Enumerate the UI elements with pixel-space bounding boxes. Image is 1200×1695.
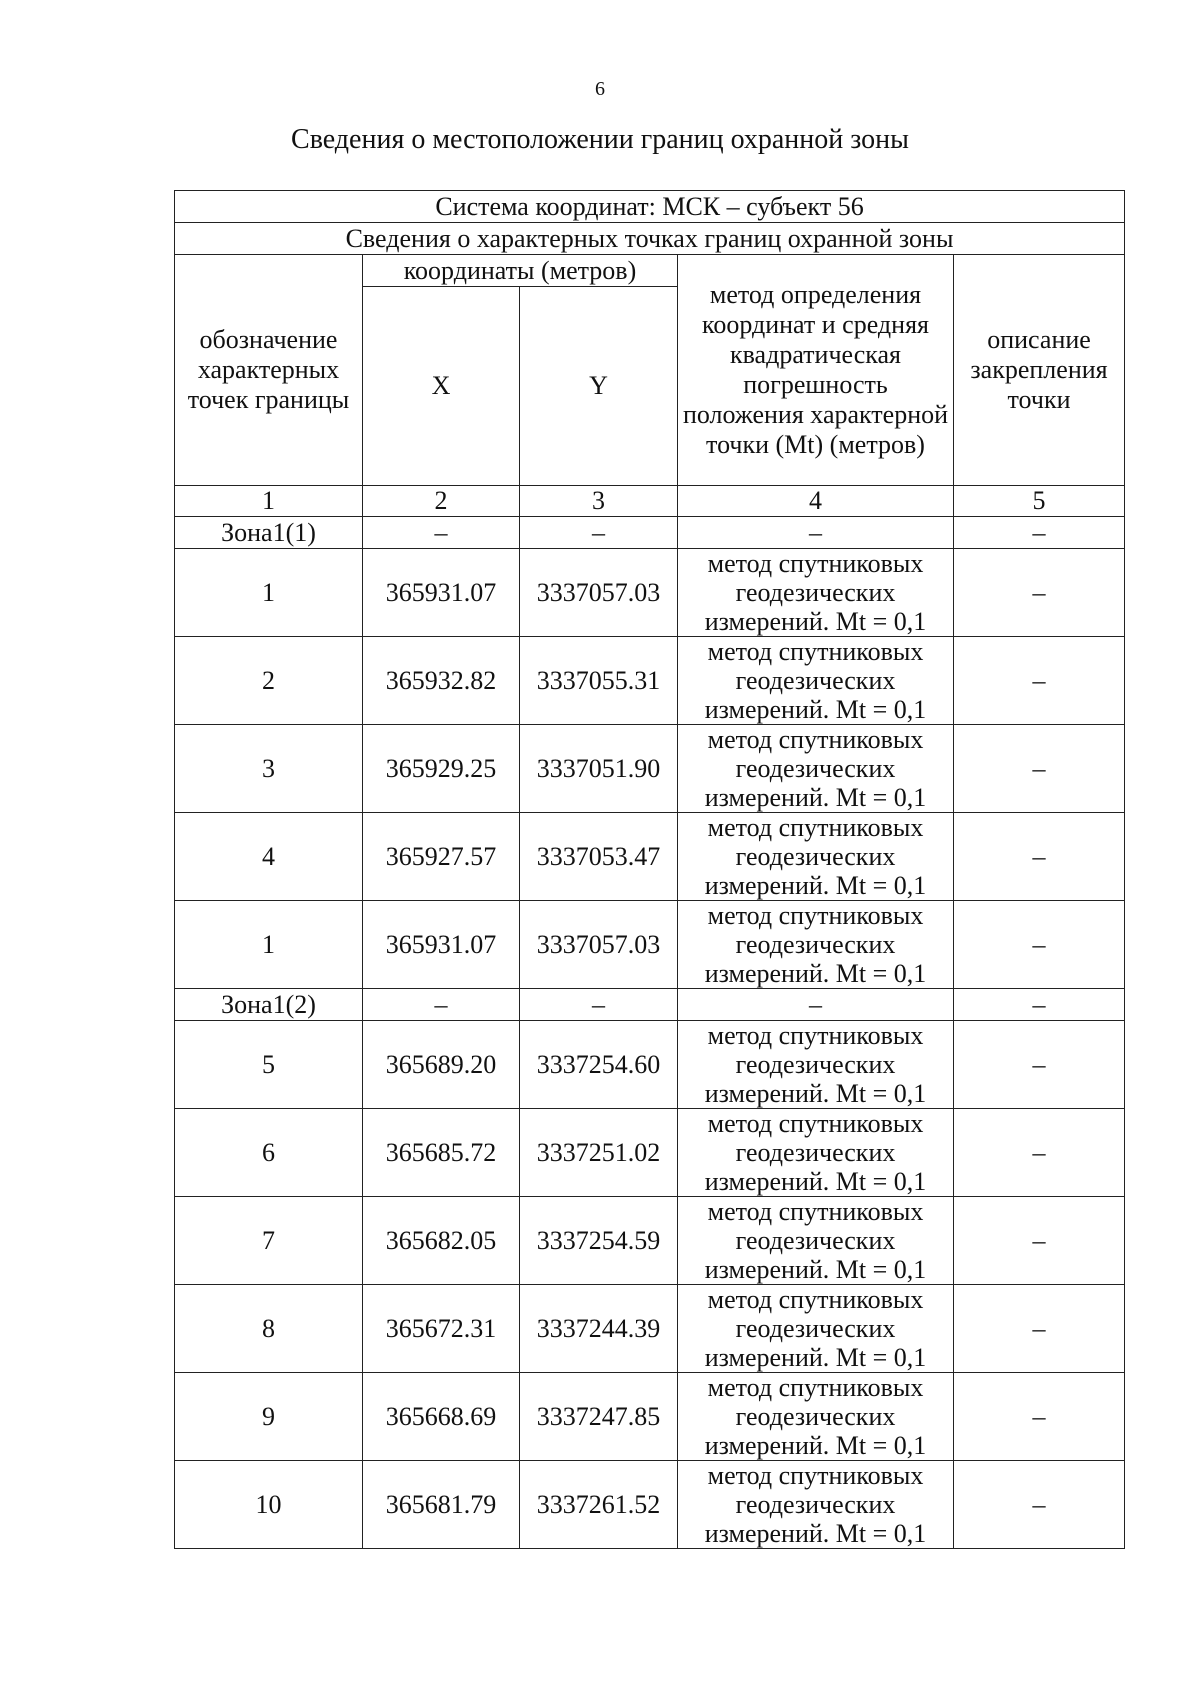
x-header: X bbox=[363, 287, 520, 486]
zone-label-cell: Зона1(2) bbox=[175, 989, 363, 1021]
table-row bbox=[175, 901, 1125, 989]
column-numbers-row bbox=[175, 486, 1125, 517]
method-cell: метод спутниковых геодезических измерений. Mt = 0,1 bbox=[678, 725, 954, 813]
x-coordinate-cell: – bbox=[363, 989, 520, 1021]
y-coordinate-cell: 3337055.31 bbox=[520, 637, 678, 725]
x-coordinate-cell: 365682.05 bbox=[363, 1197, 520, 1285]
point-id-cell: 10 bbox=[175, 1461, 363, 1549]
point-id-cell: 8 bbox=[175, 1285, 363, 1373]
x-coordinate-cell: 365681.79 bbox=[363, 1461, 520, 1549]
x-coordinate-cell: – bbox=[363, 517, 520, 549]
method-cell: метод спутниковых геодезических измерений. Mt = 0,1 bbox=[678, 1285, 954, 1373]
x-coordinate-cell: 365685.72 bbox=[363, 1109, 520, 1197]
description-cell: – bbox=[954, 901, 1125, 989]
y-coordinate-cell: 3337053.47 bbox=[520, 813, 678, 901]
y-coordinate-cell: 3337247.85 bbox=[520, 1373, 678, 1461]
boundary-points-table bbox=[174, 190, 1125, 1549]
y-coordinate-cell: 3337244.39 bbox=[520, 1285, 678, 1373]
table-row bbox=[175, 1197, 1125, 1285]
description-cell: – bbox=[954, 1109, 1125, 1197]
coordinates-header: координаты (метров) bbox=[363, 255, 678, 287]
x-coordinate-cell: 365668.69 bbox=[363, 1373, 520, 1461]
table-row bbox=[175, 725, 1125, 813]
method-cell: метод спутниковых геодезических измерений. Mt = 0,1 bbox=[678, 901, 954, 989]
description-cell: – bbox=[954, 637, 1125, 725]
column-number: 2 bbox=[363, 486, 520, 517]
description-cell: – bbox=[954, 1021, 1125, 1109]
section-title-cell: Сведения о характерных точках границ охранной зоны bbox=[175, 223, 1125, 255]
y-coordinate-cell: 3337261.52 bbox=[520, 1461, 678, 1549]
table-row bbox=[175, 1109, 1125, 1197]
column-number: 3 bbox=[520, 486, 678, 517]
column-number: 1 bbox=[175, 486, 363, 517]
description-cell: – bbox=[954, 1197, 1125, 1285]
y-coordinate-cell: – bbox=[520, 517, 678, 549]
method-cell: – bbox=[678, 517, 954, 549]
method-header: метод определения координат и средняя квадратическая погрешность положения характерной точки (Mt) (метров) bbox=[678, 255, 954, 486]
description-cell: – bbox=[954, 813, 1125, 901]
column-number: 5 bbox=[954, 486, 1125, 517]
method-cell: метод спутниковых геодезических измерений. Mt = 0,1 bbox=[678, 1021, 954, 1109]
y-header: Y bbox=[520, 287, 678, 486]
method-cell: метод спутниковых геодезических измерений. Mt = 0,1 bbox=[678, 1373, 954, 1461]
y-coordinate-cell: 3337051.90 bbox=[520, 725, 678, 813]
zone-row bbox=[175, 989, 1125, 1021]
description-cell: – bbox=[954, 1285, 1125, 1373]
point-id-cell: 1 bbox=[175, 901, 363, 989]
table-row bbox=[175, 813, 1125, 901]
point-id-cell: 9 bbox=[175, 1373, 363, 1461]
description-cell: – bbox=[954, 549, 1125, 637]
point-id-cell: 4 bbox=[175, 813, 363, 901]
y-coordinate-cell: 3337057.03 bbox=[520, 549, 678, 637]
x-coordinate-cell: 365672.31 bbox=[363, 1285, 520, 1373]
y-coordinate-cell: 3337251.02 bbox=[520, 1109, 678, 1197]
y-coordinate-cell: 3337057.03 bbox=[520, 901, 678, 989]
x-coordinate-cell: 365929.25 bbox=[363, 725, 520, 813]
point-id-cell: 3 bbox=[175, 725, 363, 813]
zone-label-cell: Зона1(1) bbox=[175, 517, 363, 549]
coordinate-system-cell: Система координат: МСК – субъект 56 bbox=[175, 191, 1125, 223]
point-designation-header: обозначение характерных точек границы bbox=[175, 255, 363, 486]
x-coordinate-cell: 365932.82 bbox=[363, 637, 520, 725]
table-row bbox=[175, 1021, 1125, 1109]
y-coordinate-cell: – bbox=[520, 989, 678, 1021]
description-cell: – bbox=[954, 989, 1125, 1021]
page-number: 6 bbox=[595, 78, 605, 100]
table-row bbox=[175, 1285, 1125, 1373]
column-number: 4 bbox=[678, 486, 954, 517]
table-row bbox=[175, 1373, 1125, 1461]
method-cell: метод спутниковых геодезических измерений. Mt = 0,1 bbox=[678, 549, 954, 637]
method-cell: метод спутниковых геодезических измерений. Mt = 0,1 bbox=[678, 1461, 954, 1549]
y-coordinate-cell: 3337254.60 bbox=[520, 1021, 678, 1109]
point-id-cell: 2 bbox=[175, 637, 363, 725]
document-title: Сведения о местоположении границ охранной зоны bbox=[291, 124, 909, 155]
table-row bbox=[175, 1461, 1125, 1549]
description-header: описание закрепления точки bbox=[954, 255, 1125, 486]
table-row bbox=[175, 637, 1125, 725]
method-cell: метод спутниковых геодезических измерений. Mt = 0,1 bbox=[678, 1197, 954, 1285]
description-cell: – bbox=[954, 517, 1125, 549]
x-coordinate-cell: 365931.07 bbox=[363, 901, 520, 989]
x-coordinate-cell: 365927.57 bbox=[363, 813, 520, 901]
x-coordinate-cell: 365689.20 bbox=[363, 1021, 520, 1109]
y-coordinate-cell: 3337254.59 bbox=[520, 1197, 678, 1285]
description-cell: – bbox=[954, 1461, 1125, 1549]
point-id-cell: 5 bbox=[175, 1021, 363, 1109]
x-coordinate-cell: 365931.07 bbox=[363, 549, 520, 637]
point-id-cell: 7 bbox=[175, 1197, 363, 1285]
description-cell: – bbox=[954, 725, 1125, 813]
description-cell: – bbox=[954, 1373, 1125, 1461]
point-id-cell: 1 bbox=[175, 549, 363, 637]
method-cell: метод спутниковых геодезических измерений. Mt = 0,1 bbox=[678, 637, 954, 725]
table-row bbox=[175, 549, 1125, 637]
method-cell: – bbox=[678, 989, 954, 1021]
point-id-cell: 6 bbox=[175, 1109, 363, 1197]
zone-row bbox=[175, 517, 1125, 549]
method-cell: метод спутниковых геодезических измерений. Mt = 0,1 bbox=[678, 1109, 954, 1197]
method-cell: метод спутниковых геодезических измерений. Mt = 0,1 bbox=[678, 813, 954, 901]
